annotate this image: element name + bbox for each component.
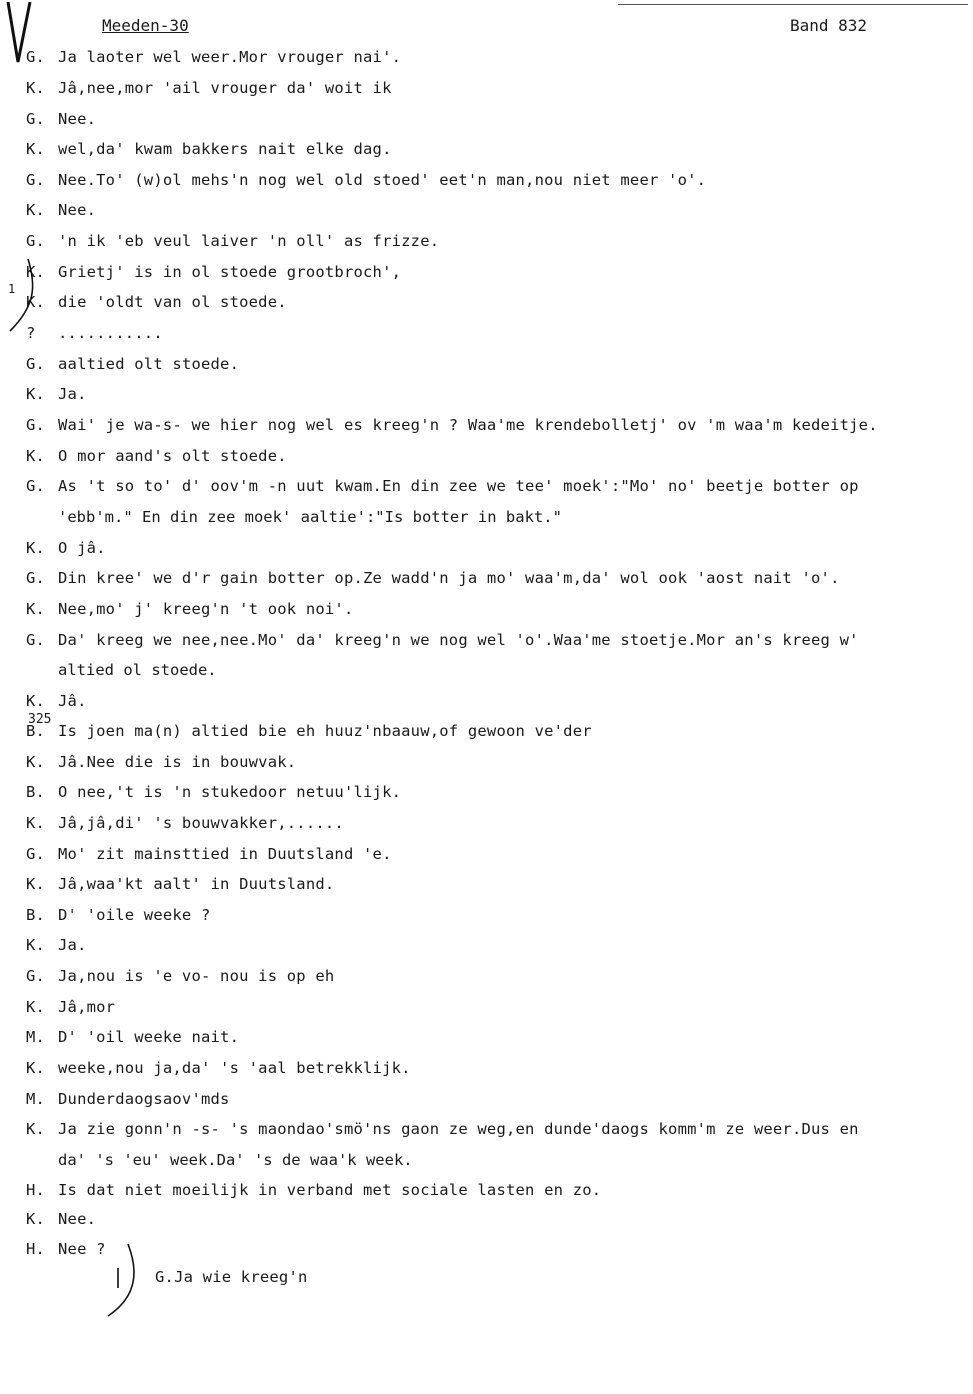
utterance-text: Da' kreeg we nee,nee.Mo' da' kreeg'n we nog wel 'o'.Waa'me stoetje.Mor an's kreeg w' (58, 631, 859, 649)
transcript-line (26, 140, 392, 158)
transcript-line (26, 569, 840, 587)
transcript-line (26, 416, 878, 434)
utterance-text: O nee,'t is 'n stukedoor netuu'lijk. (58, 783, 402, 801)
utterance-text: O jâ. (58, 539, 106, 557)
transcript-line (26, 1090, 230, 1108)
utterance-text: Mo' zit mainsttied in Duutsland 'e. (58, 845, 392, 863)
transcript-line (26, 600, 354, 618)
transcript-line (26, 201, 96, 219)
transcript-line-continuation: da' 's 'eu' week.Da' 's de waa'k week. (58, 1151, 413, 1169)
utterance-text: die 'oldt van ol stoede. (58, 293, 287, 311)
transcript-line (26, 110, 96, 128)
footnote-bracket-mark (104, 1240, 144, 1320)
header-title: Meeden-30 (102, 16, 189, 35)
transcript-line (26, 692, 87, 710)
utterance-text: Ja. (58, 385, 87, 403)
transcript-line (26, 631, 859, 649)
speaker-label: K. (26, 1120, 46, 1138)
utterance-text: Ja. (58, 936, 87, 954)
transcript-line (26, 936, 87, 954)
speaker-label: K. (26, 447, 46, 465)
utterance-text: ........... (58, 324, 163, 342)
speaker-label: G. (26, 171, 46, 189)
utterance-text: Ja laoter wel weer.Mor vrouger nai'. (58, 48, 402, 66)
transcript-line (26, 845, 392, 863)
utterance-text: Nee,mo' j' kreeg'n 't ook noi'. (58, 600, 354, 618)
speaker-label: K. (26, 201, 46, 219)
speaker-label: G. (26, 416, 46, 434)
utterance-text: Jâ,waa'kt aalt' in Duutsland. (58, 875, 335, 893)
utterance-text: Jâ,jâ,di' 's bouwvakker,...... (58, 814, 344, 832)
utterance-text: Wai' je wa-s- we hier nog wel es kreeg'n ? Waa'me krendebolletj' ov 'm waa'm kedeitje. (58, 416, 878, 434)
transcript-line (26, 783, 401, 801)
speaker-label: B. (26, 783, 46, 801)
utterance-text: D' 'oil weeke nait. (58, 1028, 240, 1046)
transcript-line-continuation: 'ebb'm." En din zee moek' aaltie':"Is botter in bakt." (58, 508, 562, 526)
transcript-line (26, 875, 334, 893)
utterance-text: As 't so to' d' oov'm -n uut kwam.En din zee we tee' moek':"Mo' no' beetje botter op (58, 477, 859, 495)
transcript-line (26, 906, 211, 924)
utterance-text: Nee ? (58, 1240, 106, 1258)
speaker-label: K. (26, 998, 46, 1016)
speaker-label: K. (26, 293, 46, 311)
speaker-label: K. (26, 1059, 46, 1077)
utterance-text: Is dat niet moeilijk in verband met sociale lasten en zo. (58, 1181, 602, 1199)
speaker-label: G. (26, 48, 46, 66)
speaker-label: ? (26, 324, 36, 342)
speaker-label: K. (26, 753, 46, 771)
utterance-text: wel,da' kwam bakkers nait elke dag. (58, 140, 392, 158)
utterance-text: Grietj' is in ol stoede grootbroch', (58, 263, 402, 281)
transcript-line (26, 477, 859, 495)
transcript-line (26, 1028, 239, 1046)
transcript-line (26, 171, 706, 189)
speaker-label: G. (26, 232, 46, 250)
speaker-label: M. (26, 1090, 46, 1108)
speaker-label: G. (26, 569, 46, 587)
transcript-line (26, 998, 115, 1016)
speaker-label: K. (26, 936, 46, 954)
utterance-text: Nee. (58, 110, 97, 128)
utterance-text: Jâ,nee,mor 'ail vrouger da' woit ik (58, 79, 392, 97)
utterance-text: Dunderdaogsaov'mds (58, 1090, 230, 1108)
utterance-text: Nee.To' (w)ol mehs'n nog wel old stoed' eet'n man,nou niet meer 'o'. (58, 171, 707, 189)
transcript-line (26, 967, 334, 985)
speaker-label: B. (26, 906, 46, 924)
transcript-line (26, 232, 439, 250)
transcript-line (26, 385, 87, 403)
transcript-line (26, 539, 106, 557)
utterance-text: Jâ.Nee die is in bouwvak. (58, 753, 297, 771)
speaker-label: G. (26, 355, 46, 373)
utterance-text: Jâ,mor (58, 998, 116, 1016)
speaker-label: K. (26, 1210, 46, 1228)
speaker-label: K. (26, 539, 46, 557)
speaker-label: K. (26, 692, 46, 710)
speaker-label: K. (26, 140, 46, 158)
speaker-label: K. (26, 600, 46, 618)
transcript-line (26, 1120, 859, 1138)
transcript-line (26, 447, 287, 465)
utterance-text: Ja zie gonn'n -s- 's maondao'smö'ns gaon ze weg,en dunde'daogs komm'm ze weer.Dus en (58, 1120, 859, 1138)
transcript-line (26, 48, 401, 66)
speaker-label: H. (26, 1181, 46, 1199)
transcript-line (26, 1240, 106, 1258)
transcript-line (26, 1210, 96, 1228)
speaker-label: K. (26, 263, 46, 281)
transcript-line (26, 722, 592, 740)
speaker-label: G. (26, 477, 46, 495)
speaker-label: K. (26, 814, 46, 832)
utterance-text: Jâ. (58, 692, 87, 710)
transcript-line (26, 355, 239, 373)
footnote: G.Ja wie kreeg'n (155, 1268, 308, 1286)
speaker-label: B. (26, 722, 46, 740)
utterance-text: Nee. (58, 201, 97, 219)
speaker-label: K. (26, 79, 46, 97)
top-rule (618, 4, 968, 5)
utterance-text: O mor aand's olt stoede. (58, 447, 287, 465)
utterance-text: Is joen ma(n) altied bie eh huuz'nbaauw,of gewoon ve'der (58, 722, 592, 740)
transcript-line (26, 814, 344, 832)
utterance-text: aaltied olt stoede. (58, 355, 240, 373)
speaker-label: G. (26, 110, 46, 128)
side-mark: 1 (8, 282, 16, 296)
speaker-label: G. (26, 967, 46, 985)
utterance-text: 'n ik 'eb veul laiver 'n oll' as frizze. (58, 232, 440, 250)
utterance-text: D' 'oile weeke ? (58, 906, 211, 924)
transcript-line (26, 293, 287, 311)
marginal-number: 325 (28, 712, 52, 727)
speaker-label: G. (26, 845, 46, 863)
transcript-line (26, 79, 392, 97)
transcript-line (26, 1181, 601, 1199)
utterance-text: Nee. (58, 1210, 97, 1228)
speaker-label: H. (26, 1240, 46, 1258)
transcript-line (26, 263, 401, 281)
utterance-text: Ja,nou is 'e vo- nou is op eh (58, 967, 335, 985)
transcript-line (26, 324, 163, 342)
speaker-label: K. (26, 875, 46, 893)
speaker-label: G. (26, 631, 46, 649)
transcript-line (26, 1059, 411, 1077)
transcript-line-continuation: altied ol stoede. (58, 661, 217, 679)
speaker-label: K. (26, 385, 46, 403)
speaker-label: M. (26, 1028, 46, 1046)
header-band: Band 832 (790, 16, 868, 35)
transcript-line (26, 753, 296, 771)
utterance-text: weeke,nou ja,da' 's 'aal betrekklijk. (58, 1059, 411, 1077)
utterance-text: Din kree' we d'r gain botter op.Ze wadd'n ja mo' waa'm,da' wol ook 'aost nait 'o'. (58, 569, 840, 587)
